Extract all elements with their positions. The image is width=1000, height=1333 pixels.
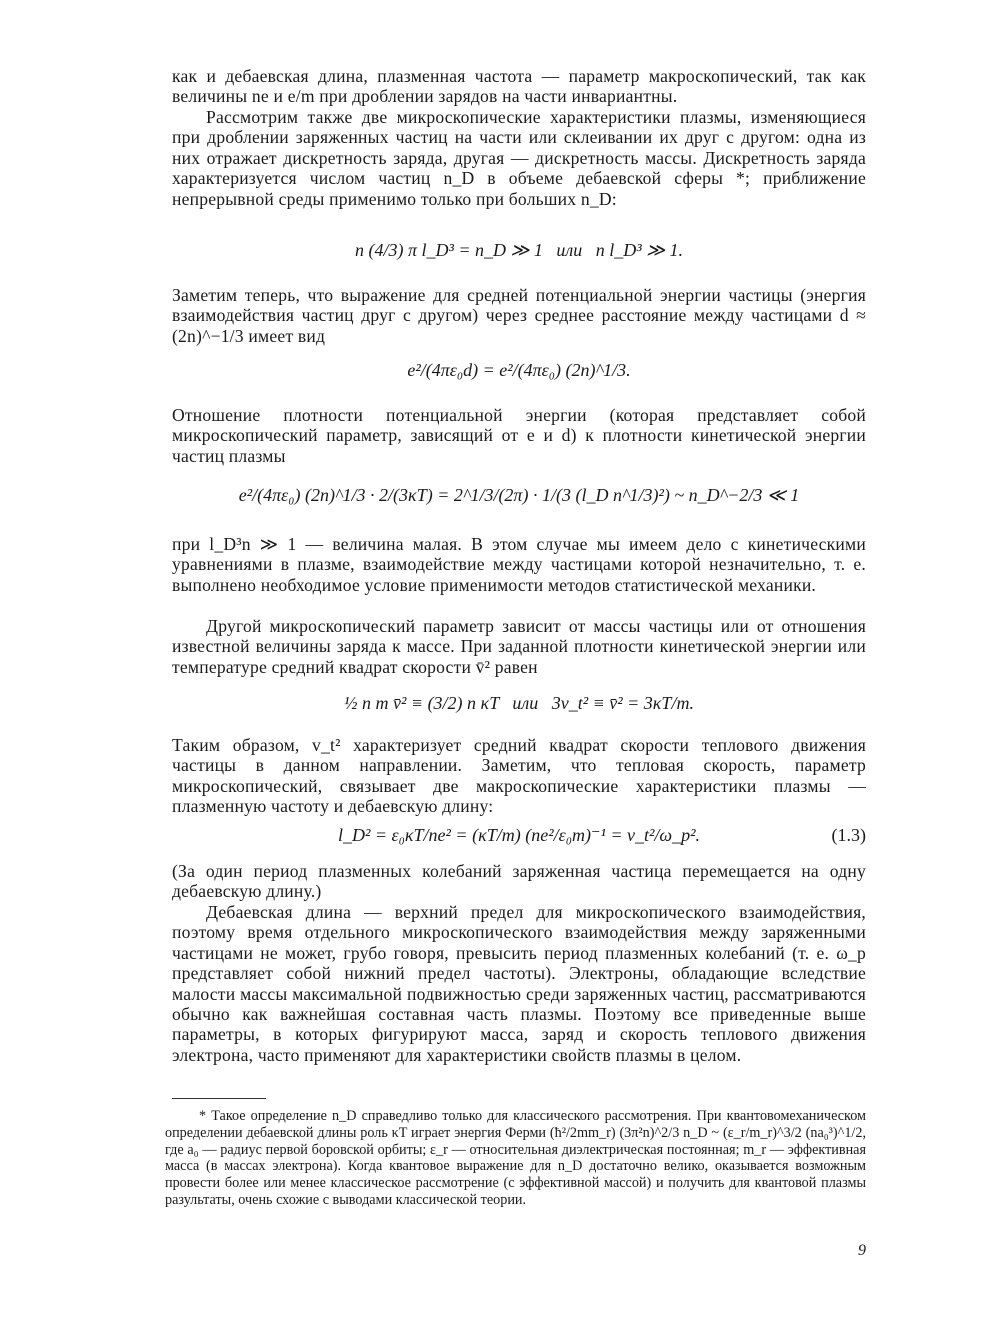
footnote-divider (172, 1098, 266, 1099)
equation: n (4/3) π l_D³ = n_D ≫ 1 или n l_D³ ≫ 1. (355, 240, 683, 260)
equation: l_D² = ε₀κT/ne² = (κT/m) (ne²/ε₀m)⁻¹ = v_t²/ω_p². (338, 825, 700, 845)
equation: e²/(4πε₀) (2n)^1/3 · 2/(3κT) = 2^1/3/(2π) · 1/(3 (l_D n^1/3)²) ~ n_D^−2/3 ≪ 1 (238, 485, 800, 505)
equation-number: (1.3) (831, 825, 866, 845)
paragraph: как и дебаевская длина, плазменная частота — параметр макроскопический, так как величины ne и e/m при дроблении зарядов на части инвариантны. (172, 66, 866, 107)
paragraph: (За один период плазменных колебаний заряженная частица перемещается на одну дебаевскую длину.) (172, 861, 866, 902)
page-number: 9 (858, 1242, 866, 1259)
paragraph: Другой микроскопический параметр зависит от массы частицы или от отношения известной величины заряда к массе. При заданной плотности кинетической энергии или температуре средний квадрат скорости v̄² равен (172, 616, 866, 677)
equation: ½ n m v̄² ≡ (3/2) n κT или 3v_t² ≡ v̄² = 3κT/m. (344, 693, 694, 713)
footnote: * Такое определение n_D справедливо только для классического рассмотрения. При квантовомеханическом определении дебаевской длины роль κT играет энергия Ферми (ħ²/2mm_r) (3π²n)^2/3 n_D ~ (ε_r/m_r)^3/2 (na₀³)^1/2, где a₀ — радиус первой боровской орбиты; ε_r — относительная диэлектрическая постоянная; m_r — эффективная масса (в массах электрона). Когда квантовое выражение для n_D достаточно велико, оказывается возможным провести более или менее классическое рассмотрение (с эффективной массой) и получить для квантовой плазмы разультаты, очень схожие с выводами классической теории. (165, 1108, 866, 1208)
paragraph: Дебаевская длина — верхний предел для микроскопического взаимодействия, поэтому время отдельного микроскопического взаимодействия между заряженными частицами не может, грубо говоря, превысить период плазменных колебаний (т. е. ω_p представляет собой нижний предел частоты). Электроны, обладающие вследствие малости массы максимальной подвижностью среди заряженных частиц, рассматриваются обычно как важнейшая составная часть плазмы. Поэтому все приведенные выше параметры, в которых фигурируют масса, заряд и скорость теплового движения электрона, часто применяют для характеристики свойств плазмы в целом. (172, 902, 866, 1065)
paragraph: Рассмотрим также две микроскопические характеристики плазмы, изменяющиеся при дроблении заряженных частиц на части или склеивании их друг с другом: одна из них отражает дискретность заряда, другая — дискретность массы. Дискретность заряда характеризуется числом частиц n_D в объеме дебаевской сферы *; приближение непрерывной среды применимо только при больших n_D: (172, 107, 866, 209)
equation: e²/(4πε₀d) = e²/(4πε₀) (2n)^1/3. (407, 360, 631, 380)
paragraph: Таким образом, v_t² характеризует средний квадрат скорости теплового движения частицы в данном направлении. Заметим, что тепловая скорость, параметр микроскопический, связывает две макроскопические характеристики плазмы — плазменную частоту и дебаевскую длину: (172, 735, 866, 817)
paragraph: при l_D³n ≫ 1 — величина малая. В этом случае мы имеем дело с кинетическими уравнениями в плазме, взаимодействие между частицами которой незначительно, т. е. выполнено необходимое условие применимости методов статистической механики. (172, 534, 866, 595)
paragraph: Заметим теперь, что выражение для средней потенциальной энергии частицы (энергия взаимодействия частиц друг с другом) через среднее расстояние между частицами d ≈ (2n)^−1/3 имеет вид (172, 285, 866, 346)
paragraph: Отношение плотности потенциальной энергии (которая представляет собой микроскопический параметр, зависящий от e и d) к плотности кинетической энергии частиц плазмы (172, 405, 866, 466)
